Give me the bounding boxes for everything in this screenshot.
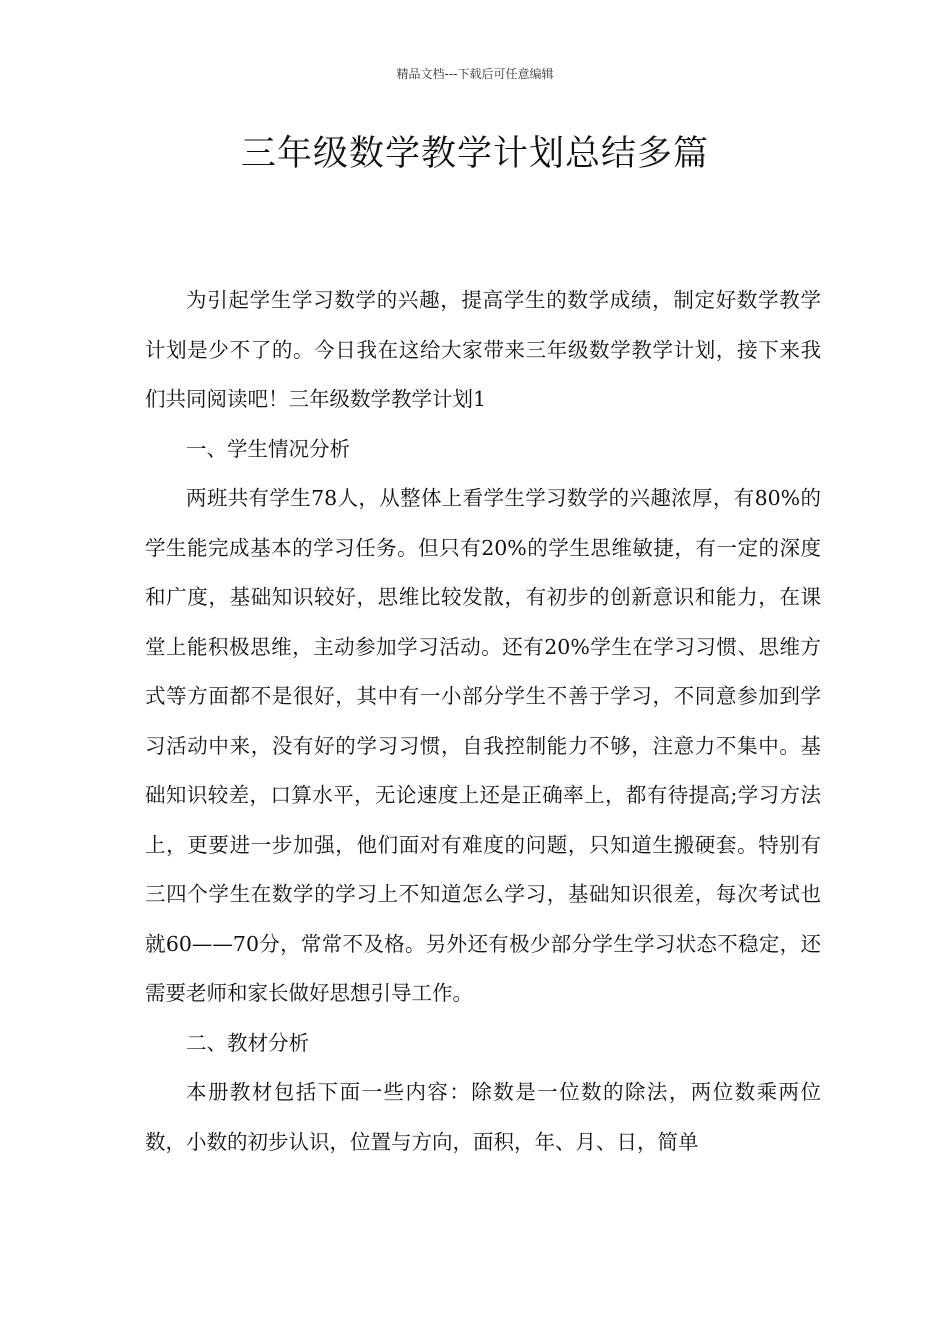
section-heading-textbook-analysis: 二、教材分析 (186, 1030, 309, 1055)
document-body (145, 276, 821, 1167)
section-heading-student-analysis: 一、学生情况分析 (186, 436, 350, 461)
document-title: 三年级数学教学计划总结多篇 (240, 134, 709, 174)
header-note: 精品文档---下载后可任意编辑 (396, 67, 554, 81)
paragraph-textbook-analysis: 本册教材包括下面一些内容：除数是一位数的除法，两位数乘两位数，小数的初步认识，位置与方向，面积，年、月、日，简单 (145, 1080, 821, 1154)
paragraph-student-analysis: 两班共有学生78人，从整体上看学生学习数学的兴趣浓厚，有80%的学生能完成基本的学习任务。但只有20%的学生思维敏捷，有一定的深度和广度，基础知识较好，思维比较发散，有初步的创新意识和能力，在课堂上能积极思维，主动参加学习活动。还有20%学生在学习习惯、思维方式等方面都不是很好，其中有一小部分学生不善于学习，不同意参加到学习活动中来，没有好的学习习惯，自我控制能力不够，注意力不集中。基础知识较差，口算水平，无论速度上还是正确率上，都有待提高;学习方法上，更要进一步加强，他们面对有难度的问题，只知道生搬硬套。特别有三四个学生在数学的学习上不知道怎么学习，基础知识很差，每次考试也就60——70分，常常不及格。另外还有极少部分学生学习状态不稳定，还需要老师和家长做好思想引导工作。 (145, 486, 821, 1005)
paragraph-intro: 为引起学生学习数学的兴趣，提高学生的数学成绩，制定好数学教学计划是少不了的。今日我在这给大家带来三年级数学教学计划，接下来我们共同阅读吧！三年级数学教学计划1 (145, 288, 821, 411)
